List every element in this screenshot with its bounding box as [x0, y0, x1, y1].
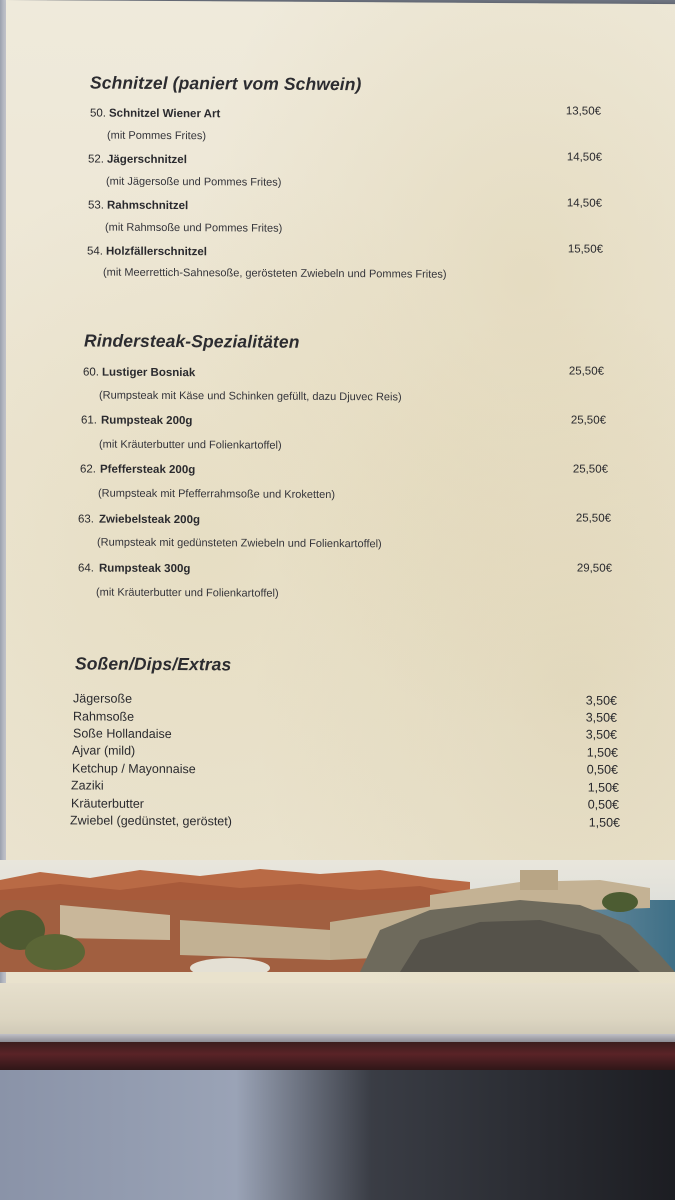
menu-item-price: 14,50€ — [566, 151, 602, 164]
extra-item-price: 3,50€ — [585, 710, 617, 725]
menu-item-desc: (mit Kräuterbutter und Folienkartoffel) — [96, 586, 279, 600]
menu-item-number: 50. — [90, 107, 106, 120]
menu-item-name: Rumpsteak 200g — [101, 414, 193, 428]
extra-item-name: Zwiebel (gedünstet, geröstet) — [70, 813, 232, 829]
menu-binder-cover — [0, 1042, 675, 1072]
extra-item-price: 0,50€ — [586, 762, 618, 777]
menu-item-name: Rumpsteak 300g — [99, 562, 191, 576]
extra-item-price: 1,50€ — [587, 780, 619, 795]
section-title-schnitzel: Schnitzel (paniert vom Schwein) — [90, 72, 362, 95]
menu-item-price: 14,50€ — [566, 197, 602, 210]
city-panorama-image — [0, 860, 675, 972]
menu-item-price: 25,50€ — [575, 512, 611, 525]
menu-item-number: 62. — [80, 463, 96, 476]
extra-item-name: Ketchup / Mayonnaise — [72, 761, 196, 777]
extra-item-price: 0,50€ — [587, 797, 619, 812]
menu-item-name: Schnitzel Wiener Art — [109, 107, 221, 121]
extra-item-name: Ajvar (mild) — [72, 743, 136, 758]
section-title-steak: Rindersteak-Spezialitäten — [84, 330, 300, 352]
table-surface — [0, 1070, 675, 1200]
menu-item-name: Zwiebelsteak 200g — [99, 513, 200, 527]
extra-item-name: Zaziki — [71, 778, 104, 793]
menu-item-desc: (Rumpsteak mit gedünsteten Zwiebeln und Folienkartoffel) — [97, 536, 382, 551]
menu-item-number: 53. — [88, 199, 104, 212]
menu-item-desc: (Rumpsteak mit Käse und Schinken gefüllt, dazu Djuvec Reis) — [99, 389, 402, 404]
menu-item-name: Lustiger Bosniak — [102, 366, 196, 380]
menu-item-number: 63. — [78, 513, 94, 526]
extra-item-name: Soße Hollandaise — [73, 726, 172, 742]
menu-item-name: Jägerschnitzel — [107, 153, 187, 167]
menu-item-price: 29,50€ — [576, 562, 612, 575]
menu-item-name: Pfeffersteak 200g — [100, 463, 196, 477]
menu-item-number: 54. — [87, 245, 103, 258]
extra-item-price: 3,50€ — [585, 727, 617, 742]
menu-item-name: Holzfällerschnitzel — [106, 245, 207, 259]
menu-item-price: 13,50€ — [565, 105, 601, 118]
extra-item-price: 1,50€ — [586, 745, 618, 760]
menu-item-desc: (mit Kräuterbutter und Folienkartoffel) — [99, 438, 282, 452]
menu-item-desc: (mit Jägersoße und Pommes Frites) — [106, 175, 282, 189]
extra-item-price: 1,50€ — [588, 815, 620, 830]
extra-item-price: 3,50€ — [585, 693, 617, 708]
menu-item-price: 25,50€ — [570, 414, 606, 427]
menu-item-desc: (mit Rahmsoße und Pommes Frites) — [105, 221, 283, 235]
menu-item-desc: (Rumpsteak mit Pfefferrahmsoße und Kroketten) — [98, 487, 336, 502]
extra-item-name: Rahmsoße — [73, 709, 135, 724]
menu-item-price: 25,50€ — [568, 365, 604, 378]
menu-item-number: 60. — [83, 366, 99, 379]
menu-item-desc: (mit Meerrettich-Sahnesoße, gerösteten Zwiebeln und Pommes Frites) — [103, 266, 447, 281]
menu-page — [6, 0, 675, 989]
menu-sleeve-edge — [0, 1034, 675, 1042]
menu-item-price: 25,50€ — [572, 463, 608, 476]
menu-item-price: 15,50€ — [567, 243, 603, 256]
menu-item-number: 61. — [81, 414, 97, 427]
extra-item-name: Kräuterbutter — [71, 796, 144, 811]
menu-item-number: 64. — [78, 562, 94, 575]
menu-item-desc: (mit Pommes Frites) — [107, 129, 206, 143]
menu-item-number: 52. — [88, 153, 104, 166]
menu-item-name: Rahmschnitzel — [107, 199, 189, 213]
section-title-extras: Soßen/Dips/Extras — [75, 653, 232, 675]
extra-item-name: Jägersoße — [73, 691, 133, 706]
